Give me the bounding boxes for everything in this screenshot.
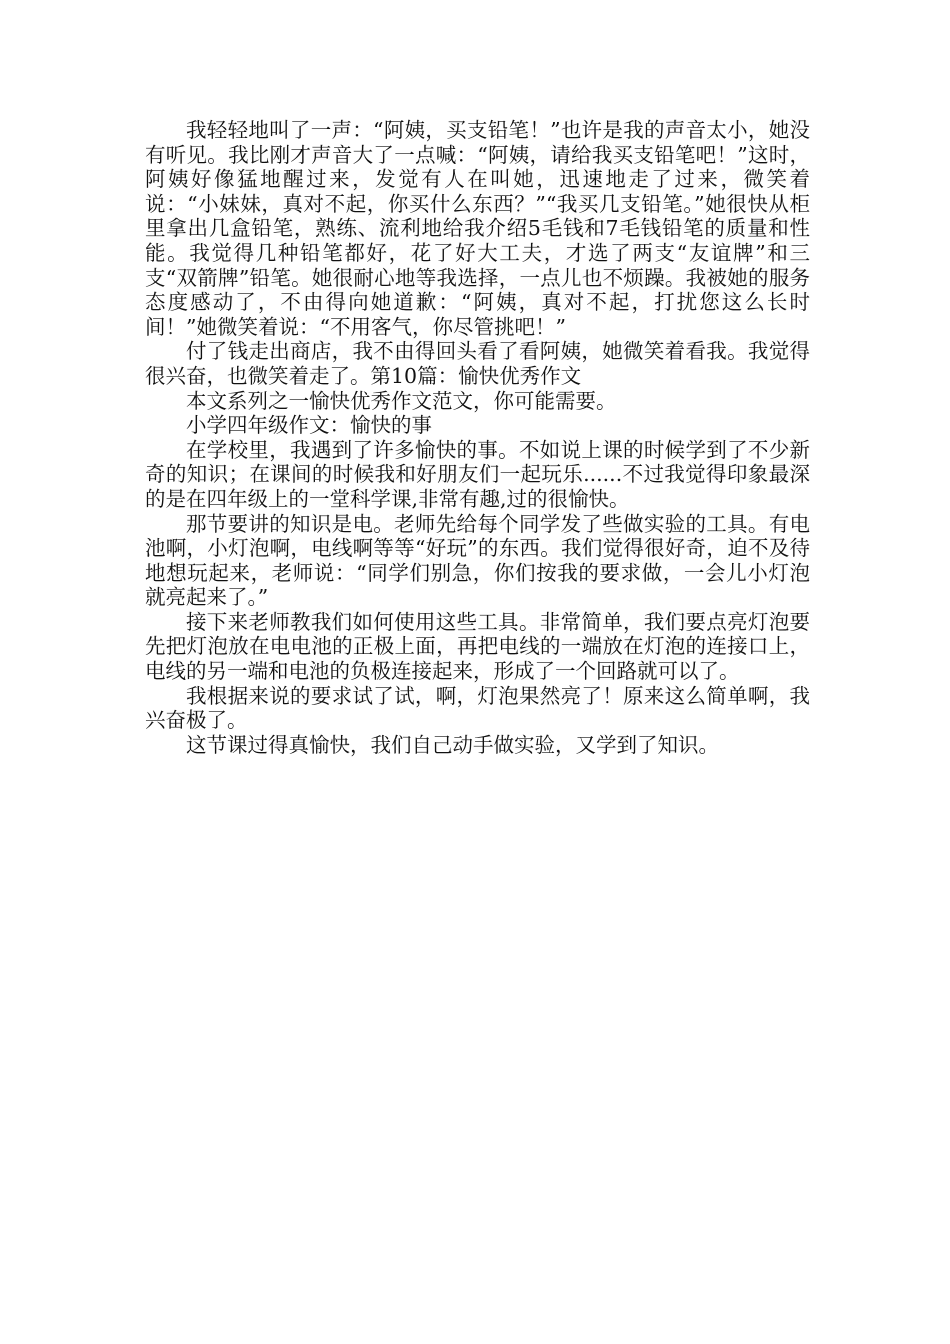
paragraph-8: 我根据来说的要求试了试，啊，灯泡果然亮了！原来这么简单啊，我兴奋极了。	[145, 683, 810, 733]
document-body	[145, 118, 810, 757]
paragraph-1: 我轻轻地叫了一声：“阿姨，买支铅笔！”也许是我的声音太小，她没有听见。我比刚才声音大了一点喊：“阿姨，请给我买支铅笔吧！”这时，阿姨好像猛地醒过来，发觉有人在叫她，迅速地走了过来，微笑着说：“小妹妹，真对不起，你买什么东西？”“我买几支铅笔。”她很快从柜里拿出几盒铅笔，熟练、流利地给我介绍5毛钱和7毛钱铅笔的质量和性能。我觉得几种铅笔都好，花了好大工夫，才选了两支“友谊牌”和三支“双箭牌”铅笔。她很耐心地等我选择，一点儿也不烦躁。我被她的服务态度感动了，不由得向她道歉：“阿姨，真对不起，打扰您这么长时间！”她微笑着说：“不用客气，你尽管挑吧！”	[145, 118, 810, 339]
paragraph-4: 小学四年级作文：愉快的事	[186, 413, 432, 438]
paragraph-5: 在学校里，我遇到了许多愉快的事。不如说上课的时候学到了不少新奇的知识；在课间的时候我和好朋友们一起玩乐......不过我觉得印象最深的是在四年级上的一堂科学课,非常有趣,过的很愉快。	[145, 437, 810, 511]
paragraph-2: 付了钱走出商店，我不由得回头看了看阿姨，她微笑着看我。我觉得很兴奋，也微笑着走了。第10篇：愉快优秀作文	[145, 339, 810, 388]
paragraph-7: 接下来老师教我们如何使用这些工具。非常简单，我们要点亮灯泡要先把灯泡放在电电池的正极上面，再把电线的一端放在灯泡的连接口上，电线的另一端和电池的负极连接起来，形成了一个回路就可以了。	[145, 609, 810, 684]
paragraph-9: 这节课过得真愉快，我们自己动手做实验，又学到了知识。	[186, 732, 719, 757]
paragraph-3: 本文系列之一愉快优秀作文范文，你可能需要。	[186, 388, 617, 413]
paragraph-6: 那节要讲的知识是电。老师先给每个同学发了些做实验的工具。有电池啊，小灯泡啊，电线啊等等“好玩”的东西。我们觉得很好奇，迫不及待地想玩起来，老师说：“同学们别急，你们按我的要求做，一会儿小灯泡就亮起来了。”	[145, 511, 810, 610]
